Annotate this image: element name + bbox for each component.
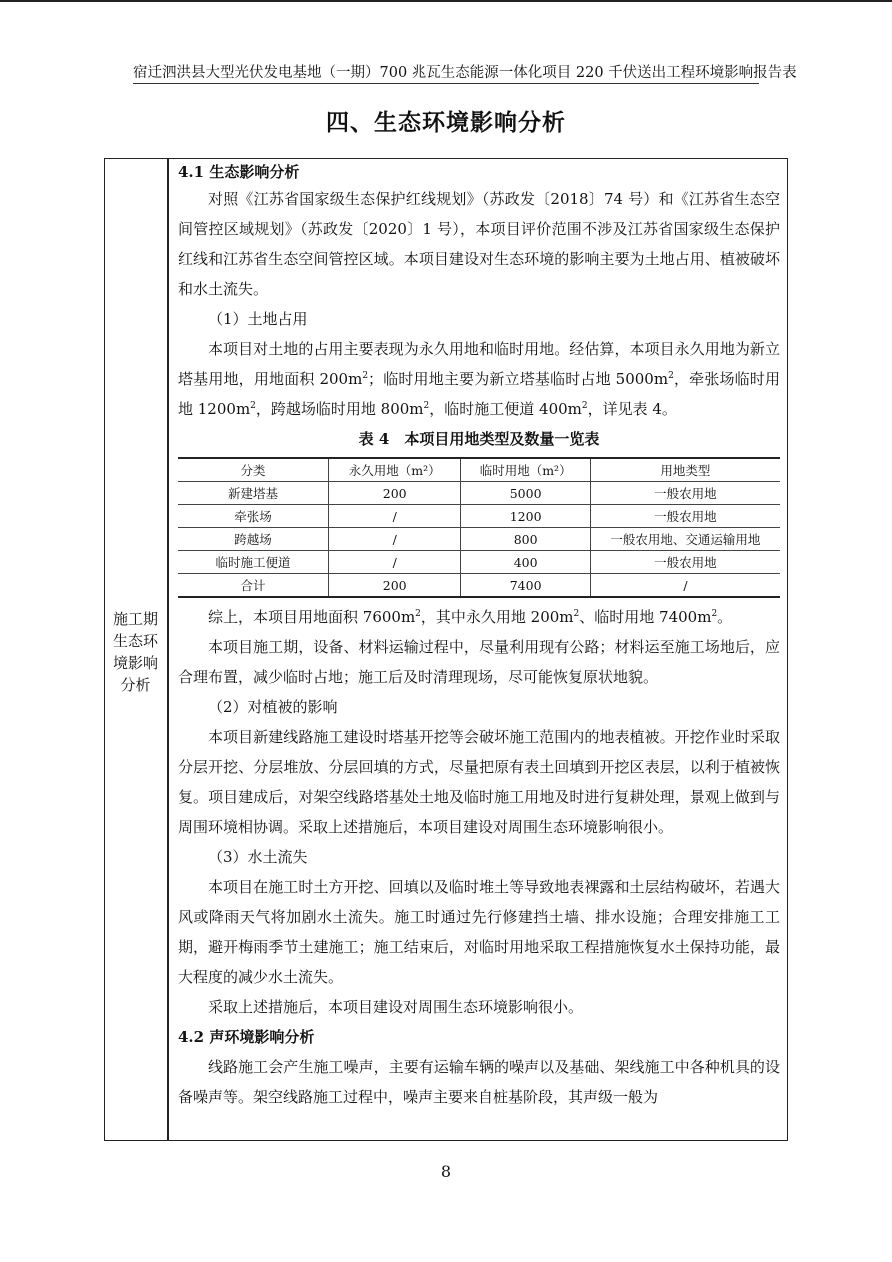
superscript: 2 <box>362 371 369 381</box>
intro-paragraph: 对照《江苏省国家级生态保护红线规划》（苏政发〔2018〕74 号）和《江苏省生态空间管控区域规划》（苏政发〔2020〕1 号），本项目评价范围不涉及江苏省国家级生态保护红线和江苏省生态空间管控区域。本项目建设对生态环境的影响主要为土地占用、植被破坏和水土流失。 <box>178 190 780 298</box>
column-divider <box>167 158 169 1141</box>
side-label-line: 分析 <box>120 676 151 694</box>
table-cell: 400 <box>461 551 590 574</box>
table-cell: 一般农用地 <box>590 505 780 528</box>
table-cell: 5000 <box>461 482 590 505</box>
land-text: ，详见表 4。 <box>587 400 677 418</box>
soil-erosion-paragraph: 本项目在施工时土方开挖、回填以及临时堆土等导致地表裸露和土层结构破坏，若遇大风或降雨天气将加剧水土流失。施工时通过先行修建挡土墙、排水设施；合理安排施工工期，避开梅雨季节土建施工；施工结束后，对临时用地采取工程措施恢复水土保持功能，最大程度的减少水土流失。 <box>178 878 780 986</box>
table-cell: 一般农用地 <box>590 551 780 574</box>
heading-4-1: 4.1 生态影响分析 <box>178 163 300 181</box>
table-cell: 1200 <box>461 505 590 528</box>
land-text: ；临时用地主要为新立塔基临时占地 5000m <box>368 370 669 388</box>
table-caption: 表 4 本项目用地类型及数量一览表 <box>358 430 600 448</box>
superscript: 2 <box>573 609 580 619</box>
table-cell: 800 <box>461 528 590 551</box>
table-cell: 跨越场 <box>178 528 329 551</box>
table-cell: 7400 <box>461 574 590 598</box>
table-row <box>178 482 780 505</box>
superscript: 2 <box>423 401 430 411</box>
table-cell: / <box>590 574 780 598</box>
table-header-row <box>178 458 780 482</box>
page-number: 8 <box>440 1162 452 1181</box>
land-text: 本项目对土地的占用主要表现为永久用地和临时用地。经估算，本项目永久用地为新立塔基用地，用地面积 200m <box>178 340 780 388</box>
land-use-table <box>178 457 780 598</box>
superscript: 2 <box>668 371 674 381</box>
summary-paragraph <box>178 602 780 632</box>
table-cell: 牵张场 <box>178 505 329 528</box>
table-cell: 合计 <box>178 574 329 598</box>
land-text: ，牵张场临时用地 1200m <box>178 370 780 418</box>
side-label-line: 境影响 <box>112 654 158 672</box>
land-use-paragraph <box>178 334 780 424</box>
summary-text: ，其中永久用地 200m <box>420 608 574 626</box>
superscript: 2 <box>581 401 588 411</box>
subheading-land-use: （1）土地占用 <box>208 310 308 328</box>
table-header-cell: 用地类型 <box>590 458 780 482</box>
conclusion-paragraph: 采取上述措施后，本项目建设对周围生态环境影响很小。 <box>208 998 584 1016</box>
table-header-cell: 永久用地（m²） <box>329 458 461 482</box>
superscript: 2 <box>711 609 718 619</box>
heading-4-2: 4.2 声环境影响分析 <box>178 1028 315 1046</box>
table-header-cell: 分类 <box>178 458 329 482</box>
subheading-vegetation: （2）对植被的影响 <box>208 698 338 716</box>
table-row <box>178 528 780 551</box>
construction-paragraph: 本项目施工期，设备、材料运输过程中，尽量利用现有公路；材料运至施工场地后，应合理布置，减少临时占地；施工后及时清理现场，尽可能恢复原状地貌。 <box>178 638 780 686</box>
table-total-row <box>178 574 780 598</box>
subheading-soil-erosion: （3）水土流失 <box>208 848 308 866</box>
table-cell: / <box>329 551 461 574</box>
table-cell: / <box>329 528 461 551</box>
content-cell <box>178 160 780 1112</box>
running-header: 宿迁泗洪县大型光伏发电基地（一期）700 兆瓦生态能源一体化项目 220 千伏送出工程环境影响报告表 <box>133 65 797 81</box>
side-label-line: 施工期 <box>112 610 158 628</box>
side-label-cell <box>104 608 167 696</box>
table-row <box>178 505 780 528</box>
vegetation-paragraph: 本项目新建线路施工建设时塔基开挖等会破坏施工范围内的地表植被。开挖作业时采取分层开挖、分层堆放、分层回填的方式，尽量把原有表土回填到开挖区表层，以利于植被恢复。项目建成后，对架空线路塔基处土地及临时施工用地及时进行复耕处理，景观上做到与周围环境相协调。采取上述措施后，本项目建设对周围生态环境影响很小。 <box>178 728 780 836</box>
table-cell: 临时施工便道 <box>178 551 329 574</box>
table-cell: 一般农用地、交通运输用地 <box>590 528 780 551</box>
land-text: ，临时施工便道 400m <box>429 400 582 418</box>
noise-paragraph: 线路施工会产生施工噪声，主要有运输车辆的噪声以及基础、架线施工中各种机具的设备噪声等。架空线路施工过程中，噪声主要来自桩基阶段，其声级一般为 <box>178 1058 780 1106</box>
land-text: ，跨越场临时用地 800m <box>255 400 424 418</box>
summary-text: 。 <box>717 608 733 626</box>
superscript: 2 <box>250 401 256 411</box>
table-row <box>178 551 780 574</box>
section-title: 四、生态环境影响分析 <box>326 109 566 136</box>
table-header-cell: 临时用地（m²） <box>461 458 590 482</box>
header-rule <box>133 83 759 84</box>
summary-text: 综上，本项目用地面积 7600m <box>208 608 416 626</box>
table-cell: / <box>329 505 461 528</box>
table-cell: 一般农用地 <box>590 482 780 505</box>
page-top-border <box>0 0 892 2</box>
table-cell: 新建塔基 <box>178 482 329 505</box>
summary-text: 、临时用地 7400m <box>579 608 712 626</box>
superscript: 2 <box>415 609 421 619</box>
side-label-line: 生态环 <box>112 632 158 650</box>
table-cell: 200 <box>329 482 461 505</box>
table-cell: 200 <box>329 574 461 598</box>
